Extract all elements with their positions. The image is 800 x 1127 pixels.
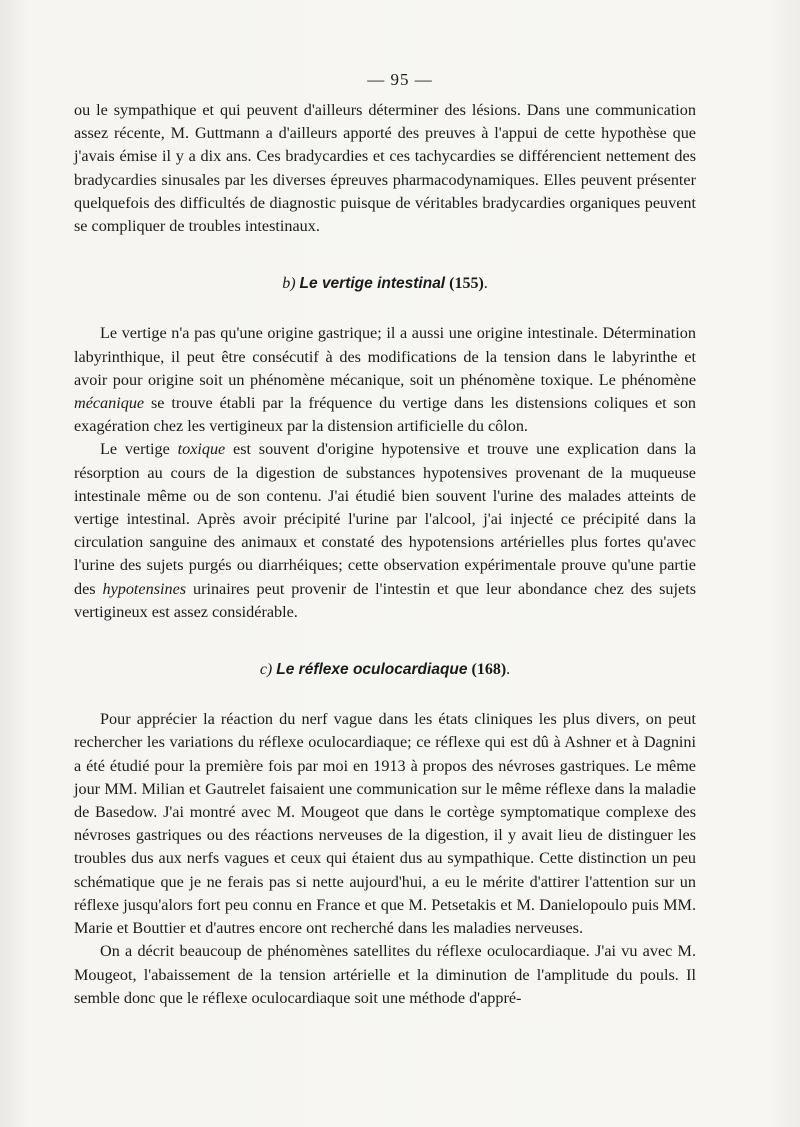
section-letter: b) bbox=[282, 275, 296, 293]
section-title: Le réflexe oculocardiaque bbox=[276, 661, 468, 679]
paragraph-vertige-1 bbox=[74, 322, 696, 438]
paragraph-intro: ou le sympathique et qui peuvent d'ailleurs déterminer des lésions. Dans une communication assez récente, M. Guttmann a d'ailleurs apporté des preuves à l'appui de cette hypothèse que j'avais émise il y a dix ans. Ces bradycardies et ces tachycardies se différencient nettement des bradycardies sinusales par les diverses épreuves pharmacodynamiques. Elles peuvent présenter quelquefois des difficultés de diagnostic puisque de véritables bradycardies organiques peuvent se compliquer de troubles intestinaux. bbox=[74, 101, 696, 236]
section-heading-reflexe: c) Le réflexe oculocardiaque (168). bbox=[259, 661, 511, 679]
emphasis-mecanique: mécanique bbox=[74, 394, 145, 413]
paragraph-vertige-2 bbox=[74, 438, 696, 624]
emphasis-hypotensines: hypotensines bbox=[102, 579, 187, 598]
section-letter: c) bbox=[259, 661, 273, 679]
section-title: Le vertige intestinal bbox=[299, 275, 446, 293]
page-body bbox=[74, 99, 696, 1010]
section-reference: (155) bbox=[449, 275, 484, 293]
paragraph-text: urinaires peut provenir de l'intestin et que leur abondance chez des sujets vertigineux est assez considérable. bbox=[74, 579, 696, 621]
section-heading-vertige: b) Le vertige intestinal (155). bbox=[282, 275, 488, 293]
paragraph-text: Le vertige n'a pas qu'une origine gastrique; il a aussi une origine intestinale. Détermination labyrinthique, il peut être consécutif à des modifications de la tension dans le labyrinthe et avoir pour origine soit un phénomène mécanique, soit un phénomène toxique. Le phénomène bbox=[74, 324, 696, 389]
page-number: — 95 — bbox=[367, 70, 433, 89]
paragraph-text: est souvent d'origine hypotensive et trouve une explication dans la résorption au cours de la digestion de substances hypotensives provenant de la muqueuse intestinale même ou de son contenu. J'ai étudié bien souvent l'urine des malades atteints de vertige intestinal. Après avoir précipité l'urine par l'alcool, j'ai injecté ce précipité dans la circulation sanguine des animaux et constaté des hypotensions artérielles plus fortes qu'avec l'urine des sujets purgés ou diarrhéiques; cette observation expérimentale prouve qu'une partie des bbox=[74, 440, 697, 598]
paragraph-text: Le vertige bbox=[100, 440, 170, 459]
section-reference: (168) bbox=[471, 661, 507, 679]
emphasis-toxique: toxique bbox=[177, 440, 226, 459]
paragraph-reflexe-2: On a décrit beaucoup de phénomènes satellites du réflexe oculocardiaque. J'ai vu avec M. Mougeot, l'abaissement de la tension artérielle et la diminution de l'amplitude du pouls. Il semble donc que le réflexe oculocardiaque soit une méthode d'appré- bbox=[74, 942, 696, 1007]
paragraph-text: se trouve établi par la fréquence du vertige dans les distensions coliques et son exagération chez les vertigineux par la distension artificielle du côlon. bbox=[74, 394, 697, 436]
paragraph-reflexe-1: Pour apprécier la réaction du nerf vague dans les états cliniques les plus divers, on peut rechercher les variations du réflexe oculocardiaque; ce réflexe qui est dû à Ashner et à Dagnini a été étudié pour la première fois par moi en 1913 à propos des névroses gastriques. Le même jour MM. Milian et Gautrelet faisaient une communication sur le même réflexe dans la maladie de Basedow. J'ai montré avec M. Mougeot que dans le cortège symptomatique complexe des névroses gastriques ou des réactions nerveuses de la digestion, il y avait lieu de distinguer les troubles dus aux nerfs vagues et ceux qui étaient dus au sympathique. Cette distinction un peu schématique que je ne ferais pas si nette aujourd'hui, a eu le mérite d'attirer l'attention sur un réflexe jusqu'alors fort peu connu en France et que M. Petsetakis et M. Danielopoulo puis MM. Marie et Bouttier et d'autres encore ont recherché dans les maladies nerveuses. bbox=[74, 710, 696, 938]
